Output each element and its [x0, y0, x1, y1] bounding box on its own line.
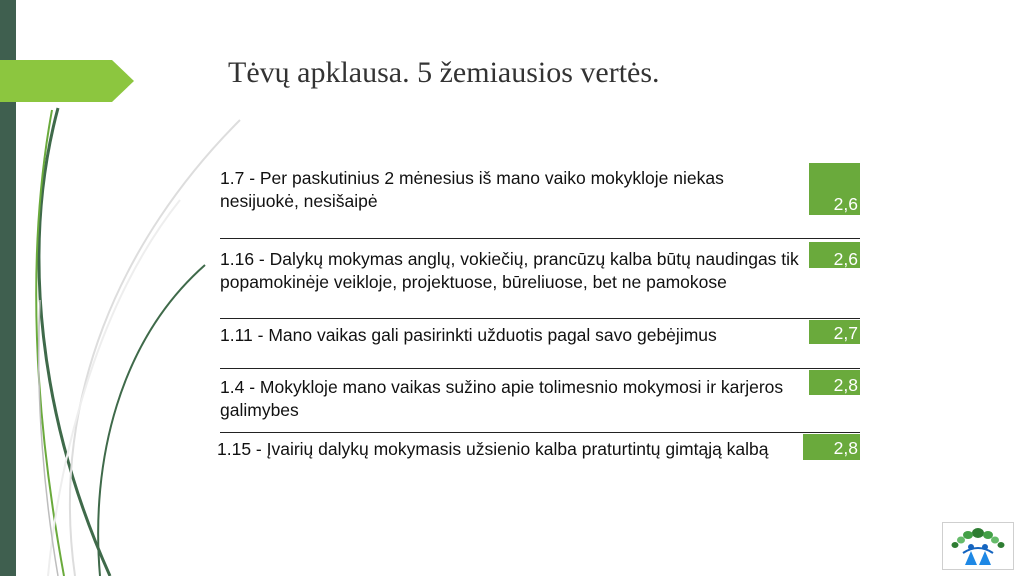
- row-divider-2: [220, 318, 860, 319]
- row-3-text: 1.11 - Mano vaikas gali pasirinkti užduotis pagal savo gebėjimus: [220, 325, 717, 345]
- slide-title: Tėvų apklausa. 5 žemiausios vertės.: [228, 56, 660, 89]
- survey-row-1: [220, 163, 860, 215]
- arrow-tab: [0, 60, 134, 102]
- row-divider-4: [220, 432, 860, 433]
- survey-row-4: [220, 370, 860, 420]
- school-logo: [942, 522, 1014, 570]
- survey-row-3: [220, 320, 860, 346]
- row-5-text: 1.15 - Įvairių dalykų mokymasis užsienio kalba praturtintų gimtąją kalbą: [217, 439, 769, 459]
- row-divider-1: [220, 238, 860, 239]
- row-4-text: 1.4 - Mokykloje mano vaikas sužino apie tolimesnio mokymosi ir karjeros galimybes: [220, 377, 784, 420]
- row-1-text: 1.7 - Per paskutinius 2 mėnesius iš mano vaiko mokykloje niekas nesijuokė, nesišaipė: [220, 168, 724, 211]
- row-3-value: 2,7: [809, 320, 860, 344]
- row-5-value: 2,8: [803, 434, 860, 460]
- row-divider-3: [220, 368, 860, 369]
- row-4-value: 2,8: [809, 370, 860, 395]
- tree-people-logo-icon: [943, 523, 1013, 569]
- row-2-text: 1.16 - Dalykų mokymas anglų, vokiečių, prancūzų kalba būtų naudingas tik popamokinėje veikloje, projektuose, būreliuose, bet ne pamokose: [220, 249, 799, 292]
- survey-row-5: [217, 434, 860, 460]
- survey-row-2: [220, 242, 860, 292]
- row-2-value: 2,6: [809, 242, 860, 268]
- row-1-value: 2,6: [809, 163, 860, 215]
